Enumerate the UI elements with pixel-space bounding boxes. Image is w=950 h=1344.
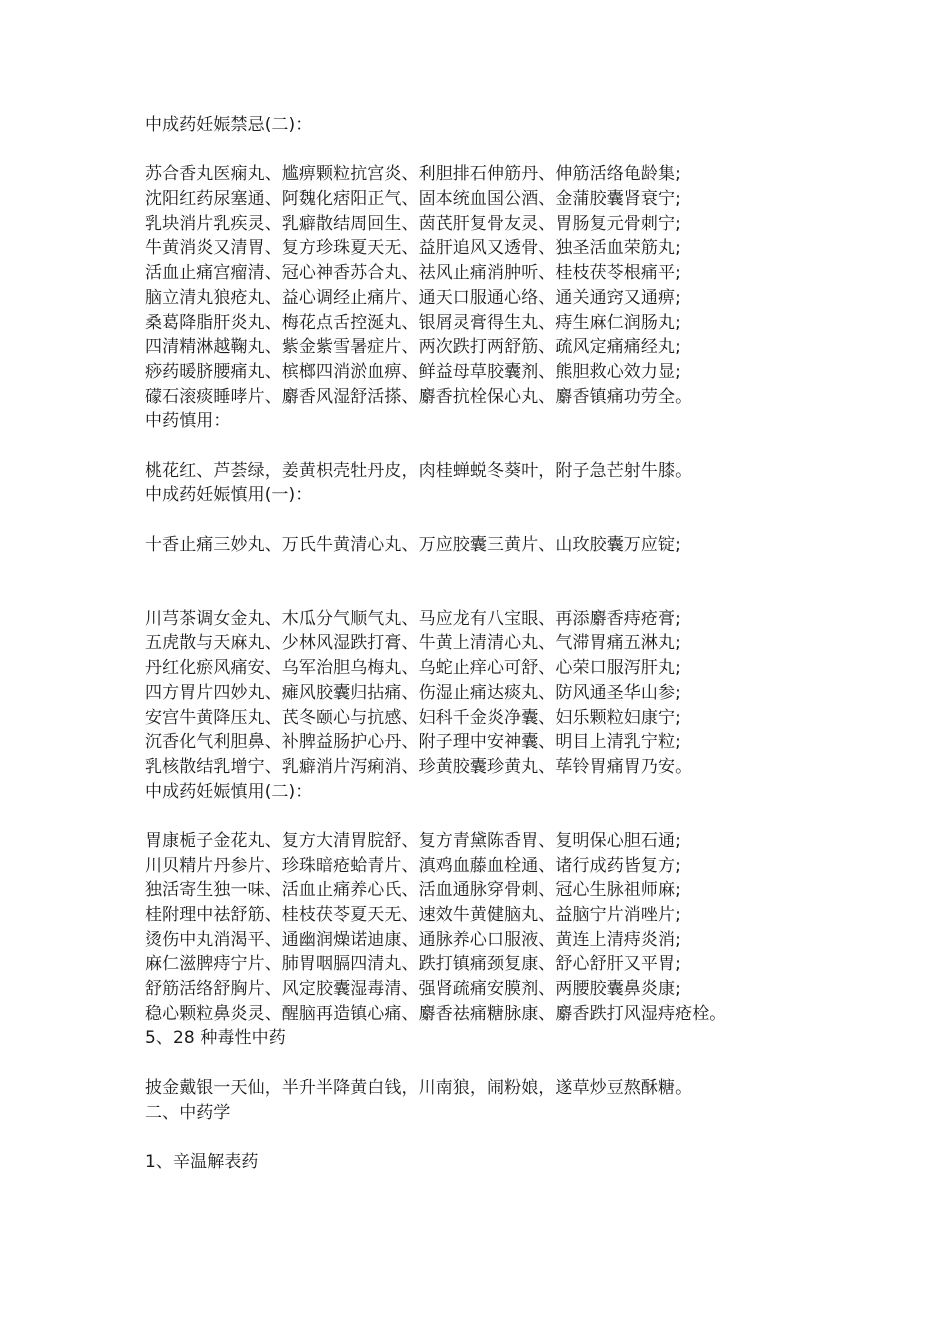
verse-line: 脑立清丸狼疮丸、益心调经止痛片、通天口服通心络、通关通窍又通痹; [145,287,681,308]
blank-line [145,508,845,533]
section-heading: 二、中药学 [145,1102,231,1123]
verse-line: 麻仁滋脾痔宁片、肺胃咽膈四清丸、跌打镇痛颈复康、舒心舒肝又平胃; [145,954,681,975]
blank-line [145,557,845,606]
section-heading: 中成药妊娠慎用(二)： [145,781,313,802]
verse-line: 痧药暖脐腰痛丸、槟榔四消淤血痹、鲜益母草胶囊剂、熊胆救心效力显; [145,361,681,382]
verse-line: 舒筋活络舒胸片、风定胶囊湿毒清、强肾疏痛安膜剂、两腰胶囊鼻炎康; [145,979,681,1000]
section-heading: 1、辛温解表药 [145,1151,259,1172]
document-page [145,113,845,1175]
section-heading: 5、28 种毒性中药 [145,1028,286,1049]
verse-line: 牛黄消炎又清胃、复方珍珠夏天无、益肝追风又透骨、独圣活血荣筋丸; [145,238,681,259]
verse-line: 沈阳红药尿塞通、阿魏化痞阳正气、固本统血国公酒、金蒲胶囊肾衰宁; [145,189,681,210]
verse-line: 乳块消片乳疾灵、乳癖散结周回生、茵芪肝复骨友灵、胃肠复元骨刺宁; [145,213,681,234]
verse-line: 桑葛降脂肝炎丸、梅花点舌控涎丸、银屑灵膏得生丸、痔生麻仁润肠丸; [145,312,681,333]
section-heading: 中成药妊娠禁忌(二)： [145,115,313,135]
verse-line: 烫伤中丸消渴平、通幽润燥诺迪康、通脉养心口服液、黄连上清痔炎消; [145,929,681,950]
verse-line: 四清精淋越鞠丸、紫金紫雪暑症片、两次跌打两舒筋、疏风定痛痛经丸; [145,337,681,358]
verse-line: 披金戴银一天仙，半升半降黄白钱，川南狼，闹粉娘，遂草炒豆熬酥糖。 [145,1077,693,1098]
verse-line: 稳心颗粒鼻炎灵、醒脑再造镇心痛、麝香祛痛糖脉康、麝香跌打风湿痔疮栓。 [145,1003,727,1024]
verse-line: 川贝精片丹参片、珍珠暗疮蛤青片、滇鸡血藤血栓通、诸行成药皆复方; [145,855,681,876]
verse-line: 沉香化气利胆鼻、补脾益肠护心丹、附子理中安神囊、明目上清乳宁粒; [145,732,681,753]
verse-line: 桂附理中祛舒筋、桂枝茯苓夏天无、速效牛黄健脑丸、益脑宁片消唑片; [145,905,681,926]
blank-line [145,434,845,459]
verse-line: 苏合香丸医痫丸、尴痹颗粒抗宫炎、利胆排石伸筋丹、伸筋活络龟龄集; [145,164,681,185]
section-heading: 中药慎用： [145,411,231,432]
verse-line: 五虎散与天麻丸、少林风湿跌打膏、牛黄上清清心丸、气滞胃痛五淋丸; [145,633,681,654]
verse-line: 川芎茶调女金丸、木瓜分气顺气丸、马应龙有八宝眼、再添麝香痔疮膏; [145,608,681,629]
verse-line: 独活寄生独一味、活血止痛养心氏、活血通脉穿骨刺、冠心生脉祖师麻; [145,880,681,901]
verse-line: 丹红化瘀风痛安、乌军治胆乌梅丸、乌蛇止痒心可舒、心荣口服泻肝丸; [145,658,681,679]
blank-line [145,804,845,829]
verse-line: 十香止痛三妙丸、万氏牛黄清心丸、万应胶囊三黄片、山玫胶囊万应锭; [145,534,681,555]
verse-line: 桃花红、芦荟绿，姜黄枳壳牡丹皮，肉桂蝉蜕冬葵叶，附子急芒射牛膝。 [145,460,693,481]
blank-line [145,1051,845,1076]
blank-line [145,1125,845,1150]
verse-line: 胃康栀子金花丸、复方大清胃脘舒、复方青黛陈香胃、复明保心胆石通; [145,830,681,851]
section-heading: 中成药妊娠慎用(一)： [145,485,313,506]
blank-line [145,138,845,163]
verse-line: 安宫牛黄降压丸、芪冬颐心与抗感、妇科千金炎净囊、妇乐颗粒妇康宁; [145,707,681,728]
verse-line: 活血止痛宫瘤清、冠心神香苏合丸、祛风止痛消肿听、桂枝茯苓根痛平; [145,263,681,284]
verse-line: 礞石滚痰睡哮片、麝香风湿舒活搽、麝香抗栓保心丸、麝香镇痛功劳全。 [145,386,693,407]
verse-line: 乳核散结乳增宁、乳癖消片泻痢消、珍黄胶囊珍黄丸、荜铃胃痛胃乃安。 [145,756,693,777]
verse-line: 四方胃片四妙丸、瘫风胶囊归拈痛、伤湿止痛达痰丸、防风通圣华山参; [145,682,681,703]
